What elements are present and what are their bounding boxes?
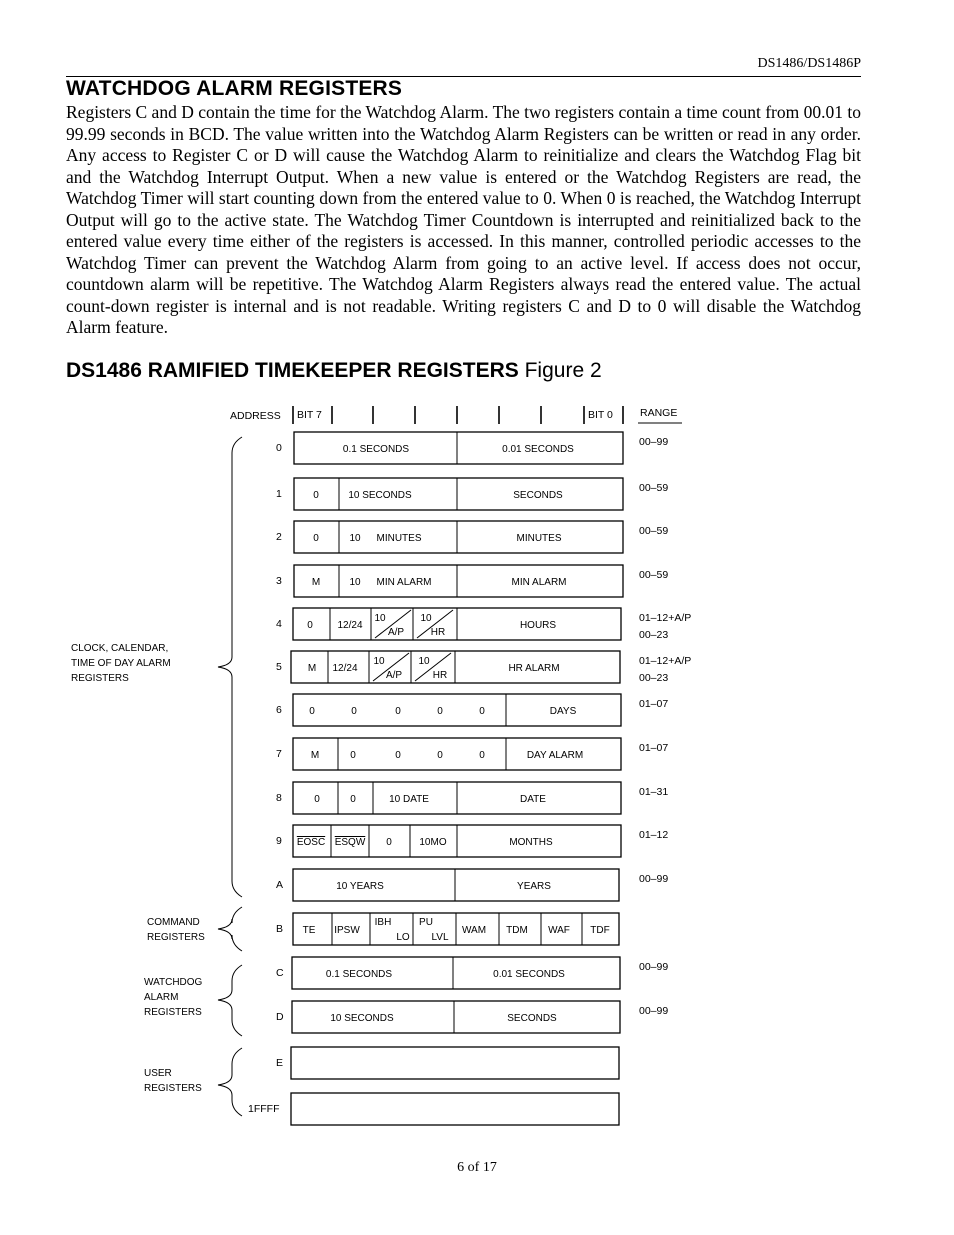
register-cell-label: 0 — [350, 750, 356, 761]
register-address: 0 — [276, 442, 282, 454]
register-cell-label: 0 — [309, 706, 315, 717]
register-cell-label: WAM — [461, 925, 487, 936]
register-cell-label: 10 — [418, 656, 430, 667]
group-label-watchdog: WATCHDOG — [144, 977, 203, 988]
register-cell-label: 0 — [479, 706, 485, 717]
register-range: 00–99 — [639, 961, 669, 973]
register-range: 01–31 — [639, 786, 669, 798]
register-cell-label: 0 — [395, 750, 401, 761]
register-range: 00–59 — [639, 482, 669, 494]
register-address: 9 — [276, 835, 282, 847]
register-cell-label: HR — [432, 670, 448, 681]
figure-title — [66, 359, 602, 383]
register-cell-label: SECONDS — [513, 490, 563, 501]
register-rows — [248, 432, 691, 1125]
register-cell-label: 10 — [420, 613, 432, 624]
register-row-b — [276, 913, 619, 945]
register-cell-label: 10MO — [419, 837, 447, 848]
group-label-command: REGISTERS — [147, 932, 205, 943]
command-brace — [218, 907, 242, 951]
register-row-c — [276, 957, 668, 989]
register-address: 2 — [276, 531, 282, 543]
register-row-1ffff — [248, 1093, 619, 1125]
register-cell-label: TDM — [506, 925, 528, 936]
register-cell-label: HR ALARM — [508, 663, 560, 674]
column-headers — [230, 406, 682, 424]
register-row-5 — [276, 651, 691, 684]
register-cell-label: 10 YEARS — [336, 881, 384, 892]
register-box — [294, 565, 623, 597]
figure-title-bold: DS1486 RAMIFIED TIMEKEEPER REGISTERS — [66, 359, 519, 382]
document-id: DS1486/DS1486P — [757, 56, 861, 71]
register-box — [291, 1047, 619, 1079]
register-cell-label: 10 — [374, 613, 386, 624]
register-cell-label: DATE — [520, 794, 546, 805]
register-cell-label: SECONDS — [507, 1013, 557, 1024]
user-brace — [218, 1048, 242, 1116]
register-cell-label: 10 — [349, 533, 361, 544]
group-label-user: REGISTERS — [144, 1083, 202, 1094]
group-label-command: COMMAND — [147, 917, 200, 928]
register-cell-label: EOSC — [296, 837, 326, 848]
group-label-watchdog: REGISTERS — [144, 1007, 202, 1018]
register-cell-label: 0 — [386, 837, 392, 848]
address-header: ADDRESS — [230, 410, 281, 422]
register-cell-label: YEARS — [517, 881, 551, 892]
register-cell-label: 0.01 SECONDS — [493, 969, 565, 980]
register-row-d — [276, 1001, 668, 1033]
register-box — [294, 521, 623, 553]
register-address: 4 — [276, 618, 282, 630]
register-cell-label: TE — [302, 925, 316, 936]
register-cell-label: TDF — [590, 925, 610, 936]
register-range: 00–23 — [639, 672, 669, 684]
register-cell-label: ESQW — [334, 837, 366, 848]
register-address: C — [276, 967, 284, 979]
register-range: 00–59 — [639, 525, 669, 537]
register-row-6 — [276, 694, 668, 726]
register-address: B — [276, 923, 284, 935]
register-address: 6 — [276, 704, 282, 716]
register-cell-label: 10 SECONDS — [330, 1013, 394, 1024]
register-cell-label: LVL — [431, 932, 449, 943]
figure-title-suffix: Figure 2 — [518, 359, 602, 382]
register-range: 01–07 — [639, 698, 669, 710]
register-range: 00–59 — [639, 569, 669, 581]
register-cell-label: HOURS — [519, 620, 557, 631]
register-cell-label: PU — [419, 917, 433, 928]
register-row-4 — [276, 608, 691, 641]
register-cell-label: 0 — [479, 750, 485, 761]
register-cell-label: 10 SECONDS — [348, 490, 412, 501]
register-cell-label: 0 — [437, 750, 443, 761]
register-address: 5 — [276, 661, 282, 673]
register-cell-label: 0 — [314, 794, 320, 805]
group-label-clock: CLOCK, CALENDAR, — [71, 643, 169, 654]
register-cell-label: 0 — [313, 490, 319, 501]
register-row-8 — [276, 782, 668, 814]
register-range: 00–99 — [639, 436, 669, 448]
register-row-7 — [276, 738, 668, 770]
register-range: 01–07 — [639, 742, 669, 754]
register-cell-label: A/P — [385, 670, 403, 681]
register-row-3 — [276, 565, 668, 597]
register-address: A — [276, 879, 284, 891]
register-map-figure — [0, 395, 954, 1135]
register-cell-label: 0.01 SECONDS — [502, 444, 574, 455]
group-braces — [218, 437, 242, 1116]
register-address: 8 — [276, 792, 282, 804]
register-address: D — [276, 1011, 284, 1023]
register-cell-label: MINUTES — [376, 533, 422, 544]
register-box — [294, 478, 623, 510]
section-title: WATCHDOG ALARM REGISTERS — [66, 77, 403, 100]
register-cell-label: 0.1 SECONDS — [342, 444, 410, 455]
register-row-1 — [276, 478, 668, 510]
group-labels — [71, 643, 205, 1094]
watchdog-brace — [218, 965, 242, 1036]
register-row-a — [276, 869, 668, 901]
register-cell-label: MONTHS — [509, 837, 553, 848]
register-cell-label: 0 — [350, 794, 356, 805]
register-cell-label: MINUTES — [516, 533, 562, 544]
register-address: 3 — [276, 575, 282, 587]
group-label-watchdog: ALARM — [144, 992, 179, 1003]
register-cell-label: 0 — [395, 706, 401, 717]
register-address: E — [276, 1057, 284, 1069]
register-cell-label: MIN ALARM — [376, 577, 432, 588]
register-row-0 — [276, 432, 668, 464]
register-cell-label: IBH — [374, 917, 392, 928]
register-row-9 — [276, 825, 668, 857]
register-cell-label: LO — [396, 932, 410, 943]
register-cell-label: DAYS — [549, 706, 577, 717]
register-range: 00–99 — [639, 1005, 669, 1017]
range-header: RANGE — [640, 407, 678, 419]
register-cell-label: 0 — [307, 620, 313, 631]
register-cell-label: WAF — [548, 925, 570, 936]
register-range: 01–12+A/P — [639, 612, 692, 624]
bit7-header: BIT 7 — [297, 409, 322, 421]
register-cell-label: 12/24 — [337, 620, 363, 631]
register-cell-label: 12/24 — [332, 663, 358, 674]
group-label-user: USER — [144, 1068, 172, 1079]
register-address: 7 — [276, 748, 282, 760]
register-cell-label: IPSW — [334, 925, 360, 936]
register-range: 00–99 — [639, 873, 669, 885]
register-range: 01–12+A/P — [639, 655, 692, 667]
register-row-e — [276, 1047, 619, 1079]
group-label-clock: TIME OF DAY ALARM — [71, 658, 171, 669]
clock-brace — [218, 437, 242, 897]
register-cell-label: HR — [430, 627, 446, 638]
section-body: Registers C and D contain the time for the Watchdog Alarm. The two registers contain a time count from 00.01 to 99.99 seconds in BCD. The value written into the Watchdog Alarm Registers can be written or read in any order. Any access to Register C or D will cause the Watchdog Alarm to reinitialize and clears the Watchdog Flag bit and the Watchdog Interrupt Output. When a new value is entered or the Watchdog Registers are read, the Watchdog Timer will start counting down from the entered value to 0. When 0 is reached, the Watchdog Interrupt Output will go to the active state. The Watchdog Timer Countdown is interrupted and reinitialized back to the entered value every time either of the registers is accessed. In this manner, controlled periodic accesses to the Watchdog Timer can prevent the Watchdog Alarm from going to an active level. If access does not occur, countdown alarm will be repetitive. The Watchdog Alarm Registers always read the entered value. The actual count-down register is internal and is not readable. Writing registers C and D to 0 will disable the Watchdog Alarm feature. — [66, 102, 861, 337]
register-cell-label: M — [310, 750, 320, 761]
page-number: 6 of 17 — [457, 1160, 497, 1175]
register-address: 1FFFF — [248, 1103, 280, 1115]
bit0-header: BIT 0 — [588, 409, 613, 421]
register-cell-label: M — [307, 663, 317, 674]
register-range: 01–12 — [639, 829, 669, 841]
register-cell-label: MIN ALARM — [511, 577, 567, 588]
register-cell-label: M — [311, 577, 321, 588]
group-label-clock: REGISTERS — [71, 673, 129, 684]
register-address: 1 — [276, 488, 282, 500]
register-box — [291, 1093, 619, 1125]
register-cell-label: 0.1 SECONDS — [325, 969, 393, 980]
register-cell-label: DAY ALARM — [526, 750, 584, 761]
register-range: 00–23 — [639, 629, 669, 641]
register-cell-label: 10 — [349, 577, 361, 588]
register-row-2 — [276, 521, 668, 553]
register-cell-label: A/P — [387, 627, 405, 638]
register-cell-label: 0 — [313, 533, 319, 544]
register-cell-label: 10 — [373, 656, 385, 667]
register-cell-label: 0 — [437, 706, 443, 717]
register-cell-label: 0 — [351, 706, 357, 717]
register-cell-label: 10 DATE — [389, 794, 429, 805]
